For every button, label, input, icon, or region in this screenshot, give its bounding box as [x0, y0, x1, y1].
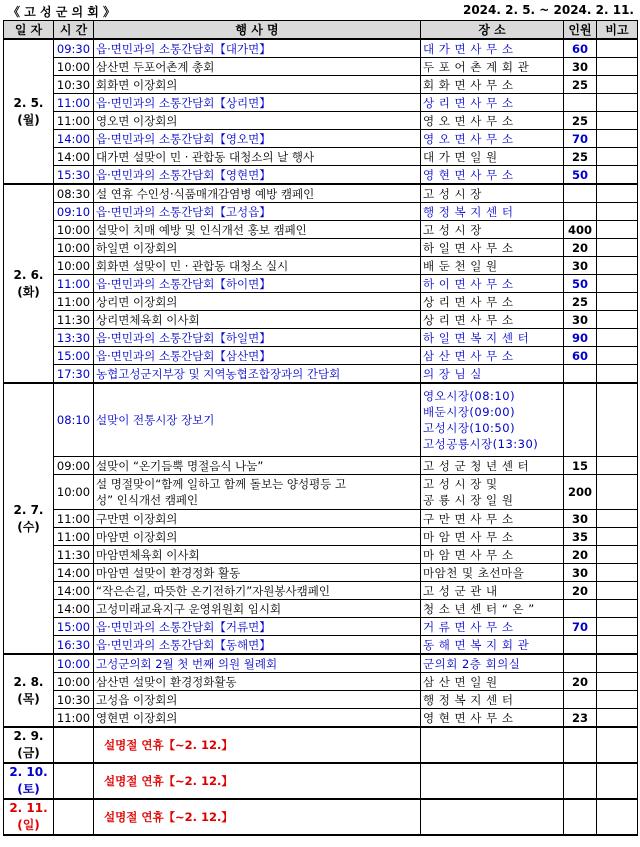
time-cell: 15:00	[54, 347, 94, 365]
note-cell	[597, 799, 638, 835]
note-cell	[597, 311, 638, 329]
event-line: 설 명절맞이“함께 일하고 함께 돌보는 양성평등 고	[96, 477, 347, 491]
time-cell: 11:00	[54, 94, 94, 112]
table-row	[4, 546, 638, 564]
place-line: 고성시장(10:50)	[423, 421, 516, 435]
note-cell	[597, 457, 638, 475]
place-cell: 하 이 면 사 무 소	[421, 275, 564, 293]
count-cell: 30	[564, 257, 597, 275]
note-cell	[597, 673, 638, 691]
event-cell: 영오면 이장회의	[94, 112, 421, 130]
time-cell: 11:30	[54, 311, 94, 329]
event-cell: 고성미래교육지구 운영위원회 임시회	[94, 600, 421, 618]
time-cell: 14:00	[54, 600, 94, 618]
column-header-count: 인원	[564, 21, 597, 40]
holiday-label: 설명절 연휴【~2. 12.】	[104, 810, 233, 824]
holiday-cell	[94, 799, 421, 835]
event-cell: 마암면체육회 이사회	[94, 546, 421, 564]
event-cell: 설 연휴 수인성·식품매개감염병 예방 캠페인	[94, 184, 421, 203]
place-cell: 영 현 면 사 무 소	[421, 709, 564, 728]
count-cell	[564, 691, 597, 709]
event-cell: 읍·면민과의 소통간담회【영오면】	[94, 130, 421, 148]
place-line: 배둔시장(09:00)	[423, 405, 516, 419]
count-cell: 60	[564, 347, 597, 365]
place-cell: 동 해 면 복 지 회 관	[421, 636, 564, 655]
table-row	[4, 763, 638, 799]
table-row	[4, 365, 638, 384]
place-cell: 두 포 어 촌 계 회 관	[421, 58, 564, 76]
table-row	[4, 76, 638, 94]
time-cell: 11:30	[54, 546, 94, 564]
note-cell	[597, 148, 638, 166]
date-label: 2. 6.	[13, 267, 44, 282]
place-cell	[421, 799, 564, 835]
event-cell: “작은손길, 따뜻한 온기전하기”자원봉사캠페인	[94, 582, 421, 600]
time-cell: 13:30	[54, 329, 94, 347]
count-cell: 15	[564, 457, 597, 475]
note-cell	[597, 654, 638, 673]
place-line: 고성공룡시장(13:30)	[423, 437, 539, 451]
place-cell	[421, 727, 564, 763]
count-cell	[564, 763, 597, 799]
event-cell: 상리면 이장회의	[94, 293, 421, 311]
note-cell	[597, 475, 638, 510]
place-cell: 마암천 및 초선마을	[421, 564, 564, 582]
schedule-body	[4, 39, 638, 835]
table-row	[4, 636, 638, 655]
table-row	[4, 510, 638, 528]
note-cell	[597, 691, 638, 709]
event-cell: 읍·면민과의 소통간담회【거류면】	[94, 618, 421, 636]
place-cell: 상 리 면 사 무 소	[421, 293, 564, 311]
table-row	[4, 618, 638, 636]
count-cell: 50	[564, 166, 597, 185]
organization-title: 《 고 성 군 의 회 》	[8, 5, 116, 19]
time-cell: 14:00	[54, 564, 94, 582]
date-label: 2. 8.	[13, 674, 44, 689]
event-cell: 영현면 이장회의	[94, 709, 421, 728]
table-row	[4, 275, 638, 293]
header-bar	[0, 0, 640, 20]
table-row	[4, 383, 638, 457]
table-row	[4, 203, 638, 221]
table-row	[4, 654, 638, 673]
note-cell	[597, 58, 638, 76]
note-cell	[597, 184, 638, 203]
place-line: 고 성 시 장 및	[423, 477, 498, 491]
count-cell: 70	[564, 618, 597, 636]
place-cell: 회 화 면 사 무 소	[421, 76, 564, 94]
place-cell: 대 가 면 사 무 소	[421, 39, 564, 58]
date-cell	[4, 383, 54, 654]
table-row	[4, 564, 638, 582]
time-cell: 09:30	[54, 39, 94, 58]
column-header-place: 장 소	[421, 21, 564, 40]
table-row	[4, 311, 638, 329]
count-cell	[564, 799, 597, 835]
count-cell: 90	[564, 329, 597, 347]
place-cell: 고 성 시 장	[421, 184, 564, 203]
table-row	[4, 239, 638, 257]
date-cell	[4, 763, 54, 799]
weekday-label: (수)	[17, 519, 40, 534]
note-cell	[597, 203, 638, 221]
time-cell	[54, 763, 94, 799]
event-cell: 읍·면민과의 소통간담회【삼산면】	[94, 347, 421, 365]
place-cell: 행 정 복 지 센 터	[421, 203, 564, 221]
note-cell	[597, 546, 638, 564]
weekday-label: (월)	[17, 112, 40, 127]
table-row	[4, 293, 638, 311]
note-cell	[597, 510, 638, 528]
place-cell: 군의회 2층 회의실	[421, 654, 564, 673]
place-cell: 상 리 면 사 무 소	[421, 311, 564, 329]
table-row	[4, 691, 638, 709]
place-cell: 하 일 면 복 지 센 터	[421, 329, 564, 347]
note-cell	[597, 221, 638, 239]
time-cell: 15:30	[54, 166, 94, 185]
time-cell: 15:00	[54, 618, 94, 636]
weekday-label: (화)	[17, 284, 40, 299]
count-cell	[564, 654, 597, 673]
event-cell	[94, 475, 421, 510]
date-cell	[4, 727, 54, 763]
count-cell: 200	[564, 475, 597, 510]
note-cell	[597, 39, 638, 58]
table-row	[4, 347, 638, 365]
time-cell: 17:30	[54, 365, 94, 384]
event-cell: 읍·면민과의 소통간담회【하이면】	[94, 275, 421, 293]
event-cell: 마암면 설맞이 환경정화 활동	[94, 564, 421, 582]
note-cell	[597, 383, 638, 457]
place-cell: 영 현 면 사 무 소	[421, 166, 564, 185]
event-cell: 읍·면민과의 소통간담회【고성읍】	[94, 203, 421, 221]
table-row	[4, 600, 638, 618]
place-cell: 배 둔 천 일 원	[421, 257, 564, 275]
count-cell: 25	[564, 112, 597, 130]
place-cell: 영 오 면 사 무 소	[421, 130, 564, 148]
place-cell: 고 성 군 청 년 센 터	[421, 457, 564, 475]
time-cell: 11:00	[54, 112, 94, 130]
table-row	[4, 39, 638, 58]
count-cell	[564, 383, 597, 457]
place-cell: 마 암 면 사 무 소	[421, 528, 564, 546]
event-cell: 회화면 이장회의	[94, 76, 421, 94]
table-row	[4, 329, 638, 347]
time-cell	[54, 799, 94, 835]
place-cell: 구 만 면 사 무 소	[421, 510, 564, 528]
time-cell: 11:00	[54, 709, 94, 728]
table-row	[4, 184, 638, 203]
place-cell	[421, 763, 564, 799]
event-cell: 고성읍 이장회의	[94, 691, 421, 709]
event-cell: 상리면체육회 이사회	[94, 311, 421, 329]
place-cell: 마 암 면 사 무 소	[421, 546, 564, 564]
count-cell: 23	[564, 709, 597, 728]
holiday-label: 설명절 연휴【~2. 12.】	[104, 738, 233, 752]
time-cell: 14:00	[54, 148, 94, 166]
note-cell	[597, 618, 638, 636]
time-cell: 08:30	[54, 184, 94, 203]
count-cell: 400	[564, 221, 597, 239]
count-cell	[564, 636, 597, 655]
note-cell	[597, 347, 638, 365]
event-cell: 삼산면 설맞이 환경정화활동	[94, 673, 421, 691]
event-cell: 읍·면민과의 소통간담회【대가면】	[94, 39, 421, 58]
table-row	[4, 528, 638, 546]
time-cell: 14:00	[54, 130, 94, 148]
time-cell: 10:00	[54, 654, 94, 673]
holiday-label: 설명절 연휴【~2. 12.】	[104, 774, 233, 788]
event-cell: 설맞이 치매 예방 및 인식개선 홍보 캠페인	[94, 221, 421, 239]
count-cell	[564, 94, 597, 112]
note-cell	[597, 112, 638, 130]
count-cell: 20	[564, 546, 597, 564]
table-row	[4, 130, 638, 148]
count-cell: 30	[564, 58, 597, 76]
count-cell: 70	[564, 130, 597, 148]
event-cell: 고성군의회 2월 첫 번째 의원 월례회	[94, 654, 421, 673]
count-cell: 30	[564, 564, 597, 582]
time-cell: 11:00	[54, 510, 94, 528]
place-cell: 고 성 군 관 내	[421, 582, 564, 600]
event-cell: 설맞이 “온기듬뿍 명절음식 나눔”	[94, 457, 421, 475]
note-cell	[597, 257, 638, 275]
count-cell: 20	[564, 239, 597, 257]
place-cell: 청 소 년 센 터 “ 온 ”	[421, 600, 564, 618]
date-label: 2. 7.	[13, 502, 44, 517]
event-cell: 마암면 이장회의	[94, 528, 421, 546]
count-cell	[564, 600, 597, 618]
time-cell: 10:00	[54, 221, 94, 239]
time-cell: 09:00	[54, 457, 94, 475]
holiday-cell	[94, 763, 421, 799]
table-row	[4, 582, 638, 600]
column-header-note: 비고	[597, 21, 638, 40]
event-cell: 회화면 설맞이 민 · 관합동 대청소 실시	[94, 257, 421, 275]
event-cell: 삼산면 두포어촌계 총회	[94, 58, 421, 76]
count-cell	[564, 203, 597, 221]
count-cell	[564, 184, 597, 203]
place-cell: 삼 산 면 일 원	[421, 673, 564, 691]
time-cell: 10:00	[54, 239, 94, 257]
note-cell	[597, 600, 638, 618]
weekday-label: (목)	[17, 691, 40, 706]
table-row	[4, 709, 638, 728]
time-cell: 10:00	[54, 257, 94, 275]
count-cell: 35	[564, 528, 597, 546]
event-cell: 읍·면민과의 소통간담회【동해면】	[94, 636, 421, 655]
count-cell	[564, 365, 597, 384]
column-header-date: 일 자	[4, 21, 54, 40]
place-cell	[421, 475, 564, 510]
note-cell	[597, 329, 638, 347]
note-cell	[597, 94, 638, 112]
event-cell: 농협고성군지부장 및 지역농협조합장과의 간담회	[94, 365, 421, 384]
table-row	[4, 94, 638, 112]
time-cell: 11:00	[54, 293, 94, 311]
date-cell	[4, 184, 54, 383]
note-cell	[597, 275, 638, 293]
note-cell	[597, 636, 638, 655]
place-cell: 거 류 면 사 무 소	[421, 618, 564, 636]
place-cell: 하 일 면 사 무 소	[421, 239, 564, 257]
column-header-time: 시 간	[54, 21, 94, 40]
time-cell: 10:00	[54, 673, 94, 691]
event-cell: 구만면 이장회의	[94, 510, 421, 528]
place-cell: 상 리 면 사 무 소	[421, 94, 564, 112]
date-cell	[4, 799, 54, 835]
place-cell: 삼 산 면 사 무 소	[421, 347, 564, 365]
count-cell: 30	[564, 510, 597, 528]
count-cell: 20	[564, 582, 597, 600]
place-cell: 행 정 복 지 센 터	[421, 691, 564, 709]
schedule-table	[3, 20, 638, 836]
place-line: 영오시장(08:10)	[423, 389, 516, 403]
column-header-event: 행 사 명	[94, 21, 421, 40]
table-row	[4, 148, 638, 166]
place-cell: 의 장 님 실	[421, 365, 564, 384]
event-cell: 하일면 이장회의	[94, 239, 421, 257]
time-cell: 10:30	[54, 691, 94, 709]
count-cell: 25	[564, 148, 597, 166]
count-cell: 60	[564, 39, 597, 58]
date-cell	[4, 654, 54, 727]
holiday-cell	[94, 727, 421, 763]
note-cell	[597, 166, 638, 185]
event-cell: 설맞이 전통시장 장보기	[94, 383, 421, 457]
date-label: 2. 10.	[9, 765, 48, 779]
time-cell: 11:00	[54, 528, 94, 546]
time-cell: 09:10	[54, 203, 94, 221]
place-line: 공 룡 시 장 일 원	[423, 493, 514, 507]
event-cell: 읍·면민과의 소통간담회【하일면】	[94, 329, 421, 347]
note-cell	[597, 130, 638, 148]
note-cell	[597, 528, 638, 546]
date-label: 2. 5.	[13, 95, 44, 110]
weekday-label: (일)	[17, 818, 40, 832]
table-row	[4, 475, 638, 510]
weekday-label: (금)	[17, 746, 40, 760]
table-row	[4, 221, 638, 239]
note-cell	[597, 763, 638, 799]
table-row	[4, 58, 638, 76]
table-row	[4, 457, 638, 475]
schedule-period: 2024. 2. 5. ~ 2024. 2. 11.	[462, 3, 634, 17]
note-cell	[597, 727, 638, 763]
note-cell	[597, 76, 638, 94]
time-cell: 14:00	[54, 582, 94, 600]
time-cell: 08:10	[54, 383, 94, 457]
count-cell	[564, 727, 597, 763]
note-cell	[597, 365, 638, 384]
table-row	[4, 673, 638, 691]
table-header-row	[4, 21, 638, 40]
count-cell: 20	[564, 673, 597, 691]
place-cell: 영 오 면 사 무 소	[421, 112, 564, 130]
table-row	[4, 112, 638, 130]
time-cell: 11:00	[54, 275, 94, 293]
count-cell: 50	[564, 275, 597, 293]
event-cell: 대가면 설맞이 민 · 관합동 대청소의 날 행사	[94, 148, 421, 166]
count-cell: 25	[564, 293, 597, 311]
event-cell: 읍·면민과의 소통간담회【상리면】	[94, 94, 421, 112]
table-row	[4, 166, 638, 185]
note-cell	[597, 239, 638, 257]
note-cell	[597, 709, 638, 728]
time-cell: 16:30	[54, 636, 94, 655]
place-cell: 고 성 시 장	[421, 221, 564, 239]
count-cell: 30	[564, 311, 597, 329]
count-cell: 25	[564, 76, 597, 94]
time-cell: 10:00	[54, 475, 94, 510]
date-label: 2. 11.	[9, 801, 48, 815]
event-line: 성” 인식개선 캠페인	[96, 493, 199, 507]
time-cell	[54, 727, 94, 763]
table-row	[4, 727, 638, 763]
time-cell: 10:00	[54, 58, 94, 76]
event-cell: 읍·면민과의 소통간담회【영현면】	[94, 166, 421, 185]
date-cell	[4, 39, 54, 184]
date-label: 2. 9.	[13, 729, 44, 743]
table-row	[4, 257, 638, 275]
time-cell: 10:30	[54, 76, 94, 94]
place-cell: 대 가 면 일 원	[421, 148, 564, 166]
weekday-label: (토)	[17, 782, 40, 796]
place-cell	[421, 383, 564, 457]
note-cell	[597, 564, 638, 582]
table-row	[4, 799, 638, 835]
note-cell	[597, 582, 638, 600]
note-cell	[597, 293, 638, 311]
